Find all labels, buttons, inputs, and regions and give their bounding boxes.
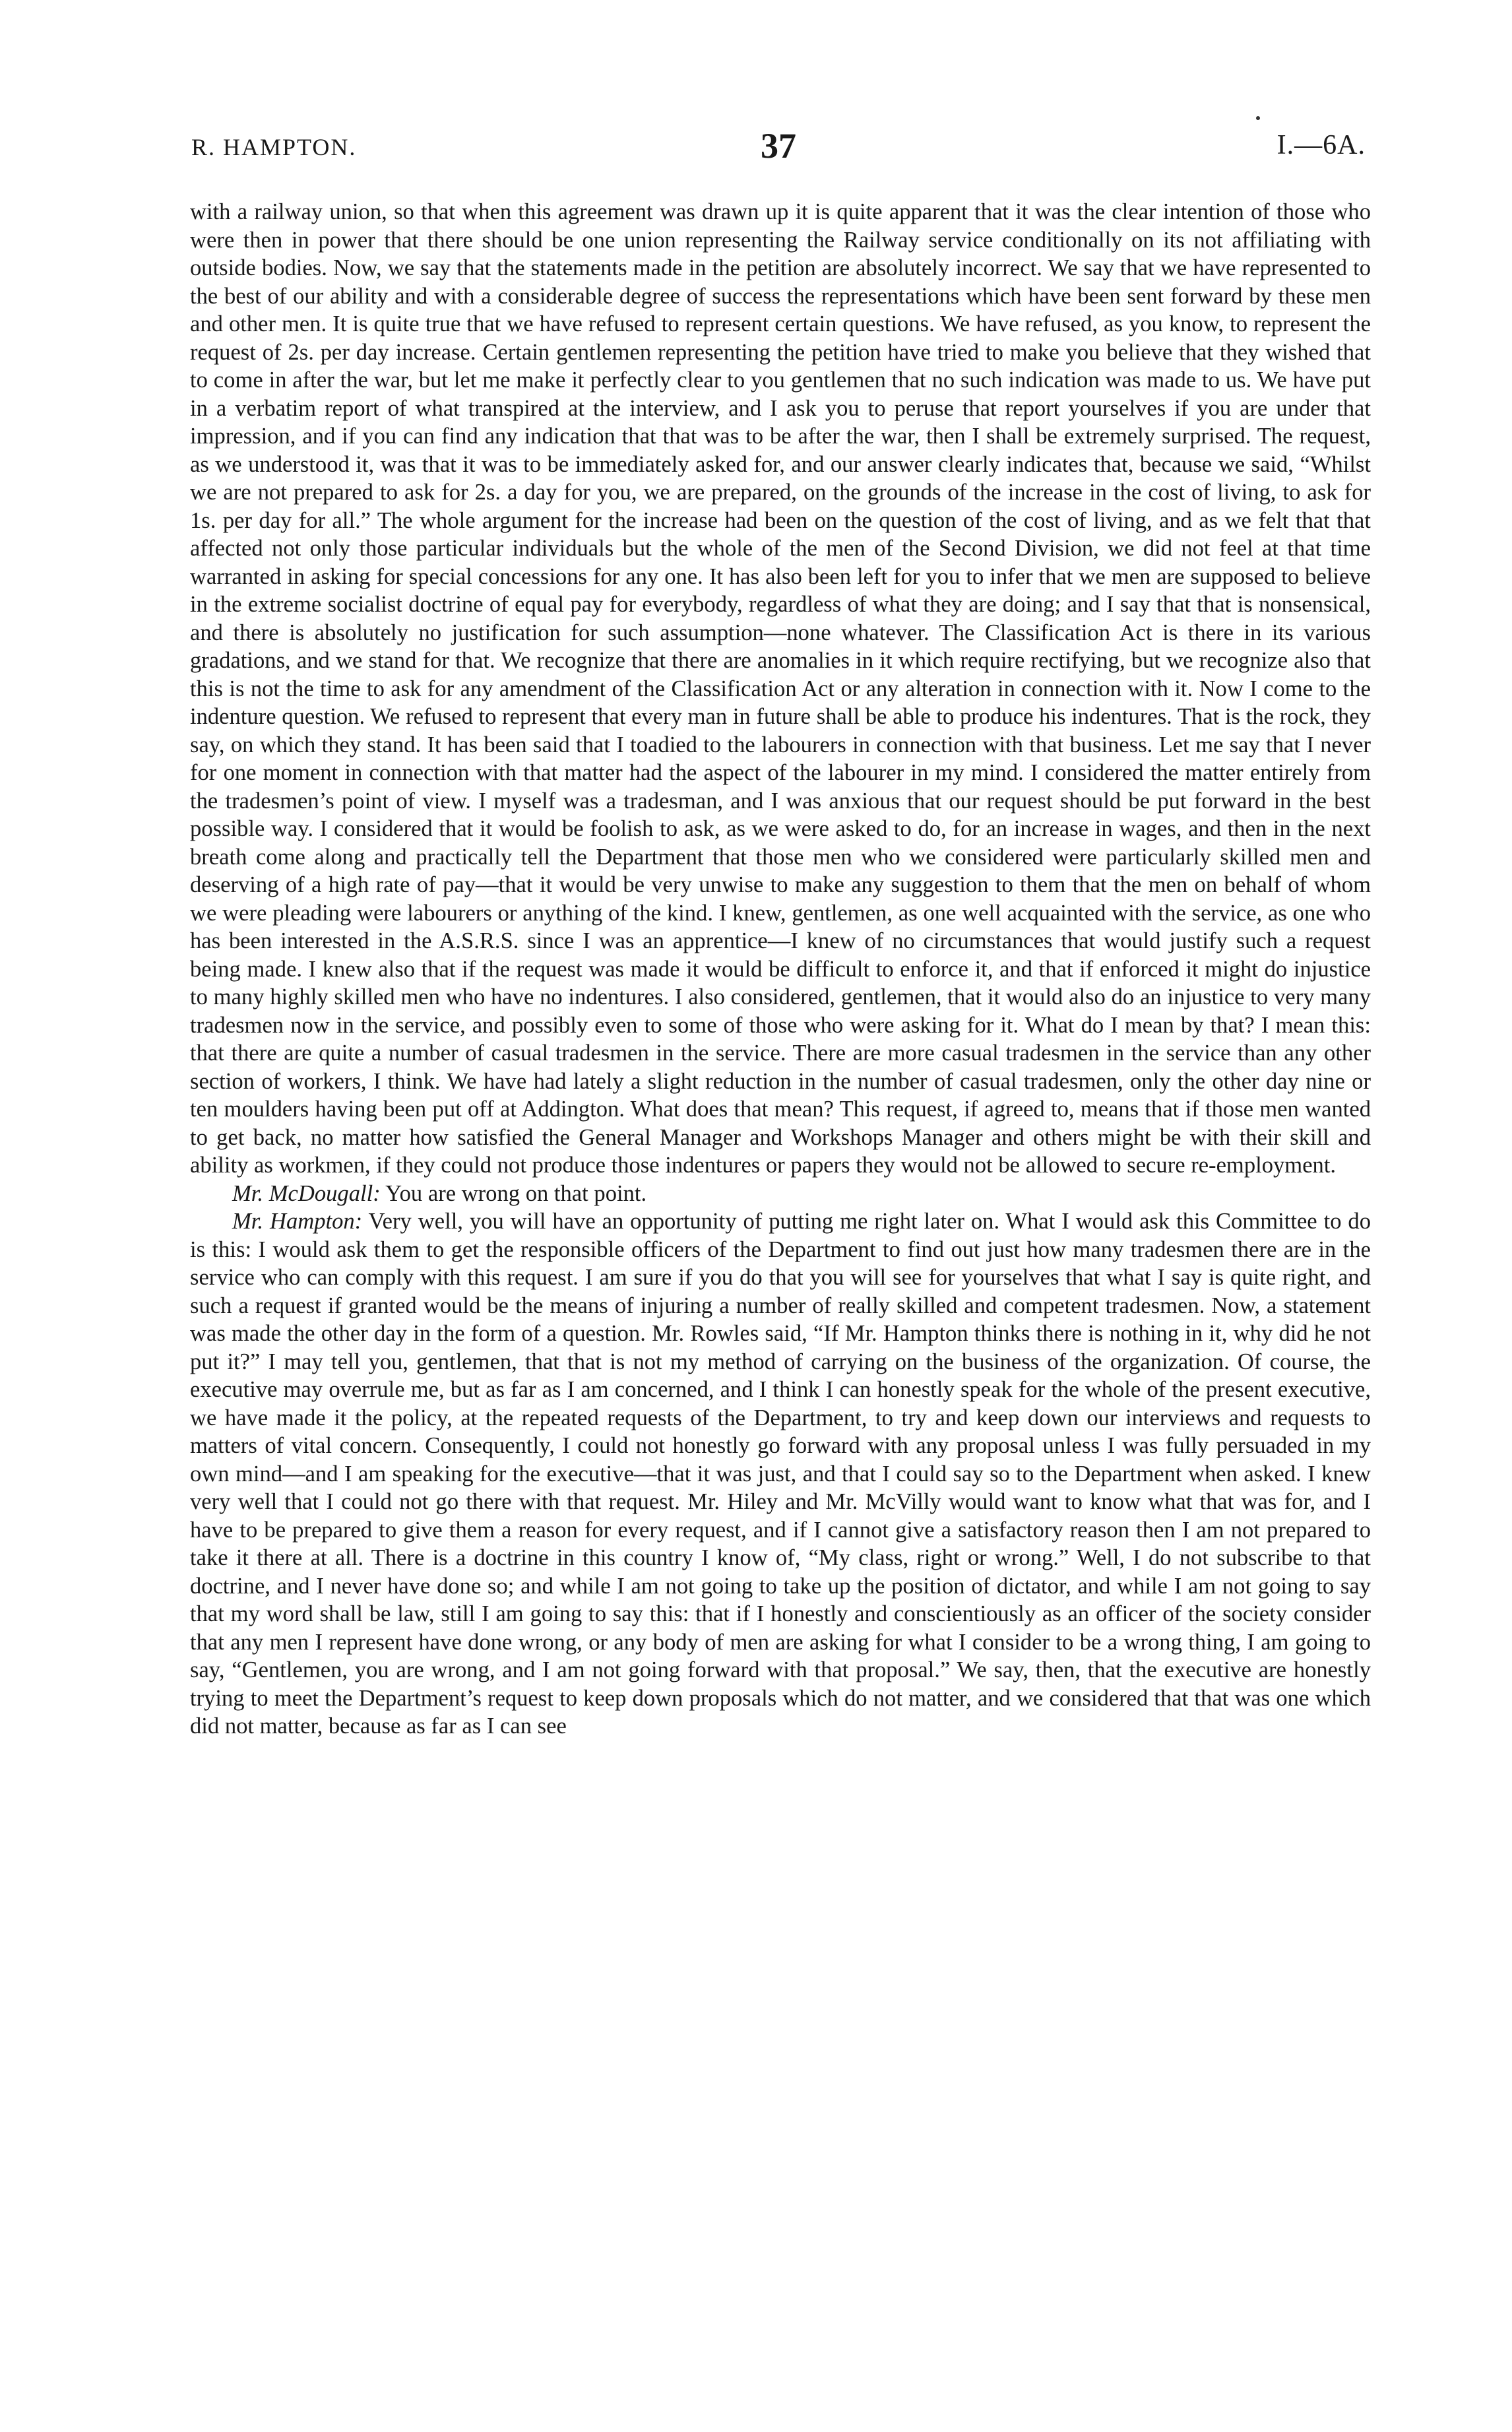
- running-head-speaker: R. HAMPTON.: [191, 134, 357, 160]
- speaker-name: Mr. Hampton:: [232, 1209, 363, 1234]
- page-number: 37: [761, 126, 796, 166]
- document-reference: I.—6A.: [1276, 130, 1366, 160]
- paragraph-hampton: [190, 1207, 1371, 1741]
- speaker-name: Mr. McDougall:: [232, 1180, 381, 1206]
- paragraph-continued: [190, 198, 1371, 1180]
- paragraph-text: with a railway union, so that when this agreement was drawn up it is quite apparent that it was the clear intention of those who were then in power that there should be one union representing the Railway service conditionally on its not affiliating with outside bodies. Now, we say that the statements made in the petition are absolutely incorrect. We say that we have represented to the best of our ability and with a considerable degree of success the representations which have been sent forward by these men and other men. It is quite true that we have refused to represent certain questions. We have refused, as you know, to represent the request of 2s. per day increase. Certain gentlemen representing the petition have tried to make you believe that they wished that to come in after the war, but let me make it perfectly clear to you gentlemen that no such indication was made to us. We have put in a verbatim report of what transpired at the interview, and I ask you to peruse that report yourselves if you are under that impression, and if you can find any indication that that was to be after the war, then I shall be extremely surprised. The request, as we understood it, was that it was to be immediately asked for, and our answer clearly indicates that, because we said, “Whilst we are not prepared to ask for 2s. a day for you, we are prepared, on the grounds of the increase in the cost of living, to ask for 1s. per day for all.” The whole argument for the increase had been on the question of the cost of living, and as we felt that that affected not only those particular individuals but the whole of the men of the Second Division, we did not feel at that time warranted in asking for special concessions for any one. It has also been left for you to infer that we men are supposed to believe in the extreme socialist doctrine of equal pay for everybody, regardless of what they are doing; and I say that that is nonsensical, and there is absolutely no justification for such assumption—none whatever. The Classification Act is there in its various gradations, and we stand for that. We recognize that there are anomalies in it which require rectifying, but we recognize also that this is not the time to ask for any amendment of the Classification Act or any alteration in connection with it. Now I come to the indenture question. We refused to represent that every man in future shall be able to produce his indentures. That is the rock, they say, on which they stand. It has been said that I toadied to the labourers in connection with that business. Let me say that I never for one moment in connection with that matter had the aspect of the labourer in my mind. I considered the matter entirely from the tradesmen’s point of view. I myself was a tradesman, and I was anxious that our request should be put forward in the best possible way. I considered that it would be foolish to ask, as we were asked to do, for an increase in wages, and then in the next breath come along and practically tell the Department that those men who we considered were particularly skilled men and deserving of a high rate of pay—that it would be very unwise to make any suggestion to them that the men on behalf of whom we were pleading were labourers or anything of the kind. I knew, gentlemen, as one well acquainted with the service, as one who has been interested in the A.S.R.S. since I was an apprentice—I knew of no circumstances that would justify such a request being made. I knew also that if the request was made it would be difficult to enforce it, and that if enforced it might do injustice to many highly skilled men who have no indentures. I also considered, gentlemen, that it would also do an injustice to very many tradesmen now in the service, and possibly even to some of those who were asking for it. What do I mean by that? I mean this: that there are quite a number of casual tradesmen in the service. There are more casual tradesmen in the service than any other section of workers, I think. We have had lately a slight reduction in the number of casual tradesmen, only the other day nine or ten moulders having been put off at Addington. What does that mean? This request, if agreed to, means that if those men wanted to get back, no matter how satisfied the General Manager and Workshops Manager and others might be with their skill and ability as workmen, if they could not produce those indentures or papers they would not be allowed to secure re-employment.: [190, 199, 1371, 1178]
- paragraph-text: Very well, you will have an opportunity of putting me right later on. What I would ask this Committee to do is this: I would ask them to get the responsible officers of the Department to find out just how many tradesmen there are in the service who can comply with this request. I am sure if you do that you will see for yourselves that what I say is quite right, and such a request if granted would be the means of injuring a number of really skilled and competent tradesmen. Now, a statement was made the other day in the form of a question. Mr. Rowles said, “If Mr. Hampton thinks there is nothing in it, why did he not put it?” I may tell you, gentlemen, that that is not my method of carrying on the business of the organization. Of course, the executive may overrule me, but as far as I am concerned, and I think I can honestly speak for the whole of the present executive, we have made it the policy, at the repeated requests of the Department, to try and keep down our interviews and requests to matters of vital concern. Consequently, I could not honestly go forward with any proposal unless I was fully persuaded in my own mind—and I am speaking for the executive—that it was just, and that I could say so to the Department when asked. I knew very well that I could not go there with that request. Mr. Hiley and Mr. McVilly would want to know what that was for, and I have to be prepared to give them a reason for every request, and if I cannot give a satisfactory reason then I am not prepared to take it there at all. There is a doctrine in this country I know of, “My class, right or wrong.” Well, I do not subscribe to that doctrine, and I never have done so; and while I am not going to take up the position of dictator, and while I am not going to say that my word shall be law, still I am going to say this: that if I honestly and conscientiously as an officer of the society consider that any men I represent have done wrong, or any body of men are asking for what I consider to be a wrong thing, I am going to say, “Gentlemen, you are wrong, and I am not going forward with that proposal.” We say, then, that the executive are honestly trying to meet the Department’s request to keep down proposals which do not matter, and we considered that that was one which did not matter, because as far as I can see: [190, 1209, 1371, 1739]
- body-text: [190, 198, 1371, 1741]
- page-header: [191, 125, 1366, 172]
- margin-mark: [1256, 116, 1260, 120]
- paragraph-text: You are wrong on that point.: [385, 1180, 647, 1206]
- paragraph-mcdougall: [190, 1180, 1371, 1208]
